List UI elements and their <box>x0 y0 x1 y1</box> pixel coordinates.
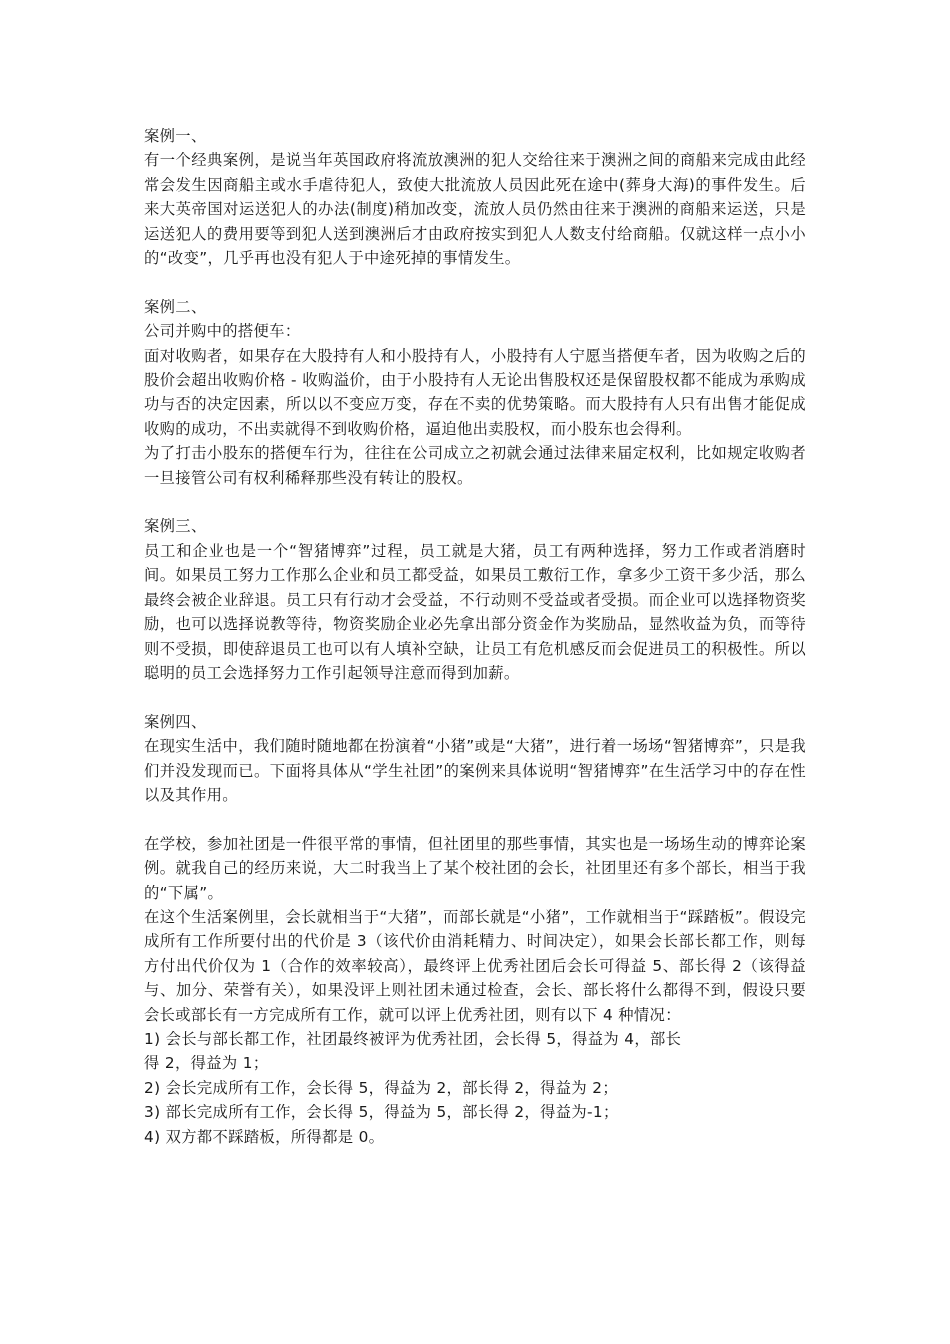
case3-heading: 案例三、 <box>144 517 207 536</box>
case4-paragraph-3: 在这个生活案例里，会长就相当于“大猪”，而部长就是“小猪”，工作就相当于“踩踏板”。假设完成所有工作所要付出的代价是 3（该代价由消耗精力、时间决定），如果会长部长都工作，则每方付出代价仅为 1（合作的效率较高），最终评上优秀社团后会长可得益 5、部长得 2（该得益与、加分、荣誉有关），如果没评上则社团未通过检查，会长、部长将什么都得不到，假设只要会长或部长有一方完成所有工作，就可以评上优秀社团，则有以下 4 种情况： <box>144 907 806 1024</box>
case2-paragraph-2: 为了打击小股东的搭便车行为，往往在公司成立之初就会通过法律来届定权利，比如规定收购者一旦接管公司有权利稀释那些没有转让的股权。 <box>144 444 806 487</box>
case3-paragraph: 员工和企业也是一个“智猪博弈”过程，员工就是大猪，员工有两种选择，努力工作或者消磨时间。如果员工努力工作那么企业和员工都受益，如果员工敷衍工作，拿多少工资干多少活，那么最终会被企业辞退。员工只有行动才会受益，不行动则不受益或者受损。而企业可以选择物资奖励，也可以选择说教等待，物资奖励企业必先拿出部分资金作为奖励品，显然收益为负，而等待则不受损，即使辞退员工也可以有人填补空缺，让员工有危机感反而会促进员工的积极性。所以聪明的员工会选择努力工作引起领导注意而得到加薪。 <box>144 541 806 682</box>
list-item-1-line-2: 得 2，得益为 1； <box>144 1054 269 1073</box>
paragraph-spacer <box>144 270 806 294</box>
case1-heading: 案例一、 <box>144 127 207 145</box>
case2-paragraph-1: 面对收购者，如果存在大股持有人和小股持有人，小股持有人宁愿当搭便车者，因为收购之后的股价会超出收购价格 - 收购溢价，由于小股持有人无论出售股权还是保留股权都不能成为承购成功与否的决定因素，所以以不变应万变，存在不卖的优势策略。而大股持有人只有出售才能促成收购的成功，不出卖就得不到收购价格，逼迫他出卖股权，而小股东也会得利。 <box>144 346 806 438</box>
paragraph-spacer <box>144 807 806 831</box>
case4-paragraph-1: 在现实生活中，我们随时随地都在扮演着“小猪”或是“大猪”，进行着一场场“智猪博弈”，只是我们并没发现而已。下面将具体从“学生社团”的案例来具体说明“智猪博弈”在生活学习中的存在性以及其作用。 <box>144 737 806 804</box>
case2-heading: 案例二、 <box>144 297 207 316</box>
case2-subtitle: 公司并购中的搭便车： <box>144 322 301 341</box>
list-item-2: 2) 会长完成所有工作，会长得 5，得益为 2，部长得 2，得益为 2； <box>144 1078 618 1097</box>
list-item-4: 4) 双方都不踩踏板，所得都是 0。 <box>144 1127 385 1146</box>
case4-heading: 案例四、 <box>144 712 207 731</box>
paragraph-spacer <box>144 685 806 709</box>
paragraph-spacer <box>144 490 806 514</box>
list-item-1-line-1: 1) 会长与部长都工作，社团最终被评为优秀社团，会长得 5，得益为 4，部长 <box>144 1029 682 1048</box>
case4-paragraph-2: 在学校，参加社团是一件很平常的事情，但社团里的那些事情，其实也是一场场生动的博弈论案例。就我自己的经历来说，大二时我当上了某个校社团的会长，社团里还有多个部长，相当于我的“下属”。 <box>144 834 806 902</box>
document-body <box>144 124 806 1149</box>
list-item-3: 3) 部长完成所有工作，会长得 5，得益为 5，部长得 2，得益为-1； <box>144 1103 619 1122</box>
case1-paragraph: 有一个经典案例，是说当年英国政府将流放澳洲的犯人交给往来于澳洲之间的商船来完成由此经常会发生因商船主或水手虐待犯人，致使大批流放人员因此死在途中(葬身大海)的事件发生。后来大英帝国对运送犯人的办法(制度)稍加改变，流放人员仍然由往来于澳洲的商船来运送，只是运送犯人的费用要等到犯人送到澳洲后才由政府按实到犯人人数支付给商船。仅就这样一点小小的“改变”，几乎再也没有犯人于中途死掉的事情发生。 <box>144 151 806 268</box>
